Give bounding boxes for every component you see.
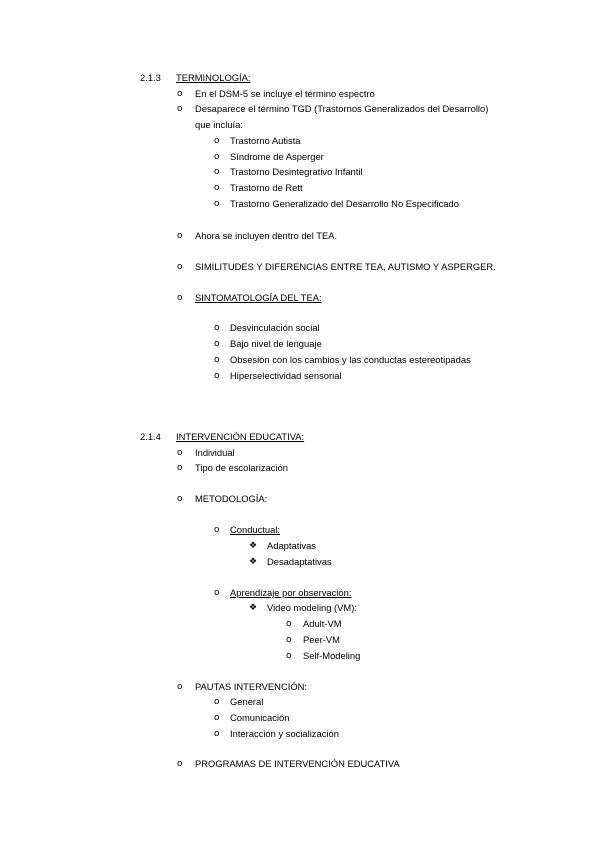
vm-item: Self-Modeling — [303, 650, 361, 661]
section-heading: INTERVENCIÓN EDUCATIVA: — [176, 431, 305, 442]
bullet-icon: o — [177, 104, 183, 114]
sub-heading: Conductual: — [230, 524, 281, 535]
bullet-icon: o — [286, 635, 292, 645]
bullet-icon: o — [214, 697, 220, 707]
sub-sub-list-item: Video modeling (VM): — [267, 602, 357, 613]
sub-sub-list-item: Adaptativas — [267, 540, 316, 551]
bullet-icon: o — [177, 759, 183, 769]
list-item: SINTOMATOLOGÍA DEL TEA: — [195, 292, 322, 303]
sub-list-item: Trastorno Autista — [230, 135, 301, 146]
bullet-icon: o — [214, 183, 220, 193]
bullet-icon: o — [177, 293, 183, 303]
bullet-icon: o — [177, 494, 183, 504]
bullet-icon: o — [214, 371, 220, 381]
sub-list-item: Trastorno Desintegrativo Infantil — [230, 166, 363, 177]
bullet-icon: o — [214, 355, 220, 365]
sub-list-item: Síndrome de Asperger — [230, 151, 324, 162]
diamond-bullet-icon: ❖ — [249, 603, 258, 613]
bullet-icon: o — [214, 713, 220, 723]
sub-list-item: Trastorno Generalizado del Desarrollo No Especificado — [230, 198, 459, 209]
bullet-icon: o — [214, 199, 220, 209]
bullet-icon: o — [214, 323, 220, 333]
list-item: PAUTAS INTERVENCIÓN: — [195, 681, 307, 692]
bullet-icon: o — [214, 339, 220, 349]
sub-list-item: Hiperselectividad sensorial — [230, 370, 342, 381]
sub-heading: Aprendizaje por observación: — [230, 587, 352, 598]
sub-list-item: Interacción y socialización — [230, 728, 339, 739]
bullet-icon: o — [177, 682, 183, 692]
bullet-icon: o — [177, 262, 183, 272]
list-item: Desaparece el término TGD (Trastornos Generalizados del Desarrollo) — [195, 103, 489, 114]
sub-list-item: Comunicación — [230, 712, 290, 723]
diamond-bullet-icon: ❖ — [249, 541, 258, 551]
bullet-icon: o — [214, 136, 220, 146]
list-item: En el DSM-5 se incluye el término espectro — [195, 88, 375, 99]
bullet-icon: o — [214, 152, 220, 162]
sub-list-item: Obsesión con los cambios y las conductas estereotipadas — [230, 354, 471, 365]
section-number: 2.1.4 — [140, 431, 161, 442]
list-item: PROGRAMAS DE INTERVENCIÓN EDUCATIVA — [195, 758, 400, 769]
list-item: SIMILITUDES Y DIFERENCIAS ENTRE TEA, AUTISMO Y ASPERGER. — [195, 261, 496, 272]
list-item-continuation: que incluía: — [195, 119, 243, 130]
bullet-icon: o — [177, 463, 183, 473]
bullet-icon: o — [214, 729, 220, 739]
bullet-icon: o — [177, 89, 183, 99]
bullet-icon: o — [177, 448, 183, 458]
bullet-icon: o — [214, 588, 220, 598]
bullet-icon: o — [214, 167, 220, 177]
bullet-icon: o — [286, 619, 292, 629]
sub-list-item: General — [230, 696, 264, 707]
list-item: Individual — [195, 447, 235, 458]
bullet-icon: o — [214, 525, 220, 535]
bullet-icon: o — [177, 231, 183, 241]
diamond-bullet-icon: ❖ — [249, 557, 258, 567]
sub-sub-list-item: Desadaptativas — [267, 556, 332, 567]
list-item: METODOLOGÍA: — [195, 493, 268, 504]
section-heading: TERMINOLOGÍA: — [176, 72, 251, 83]
sub-list-item: Desvinculación social — [230, 322, 320, 333]
section-number: 2.1.3 — [140, 72, 161, 83]
bullet-icon: o — [286, 651, 292, 661]
list-item: Ahora se incluyen dentro del TEA. — [195, 230, 338, 241]
sub-list-item: Trastorno de Rett — [230, 182, 303, 193]
sub-list-item: Bajo nivel de lenguaje — [230, 338, 322, 349]
list-item: Tipo de escolarización — [195, 462, 288, 473]
vm-item: Peer-VM — [303, 634, 340, 645]
vm-item: Adult-VM — [303, 618, 342, 629]
